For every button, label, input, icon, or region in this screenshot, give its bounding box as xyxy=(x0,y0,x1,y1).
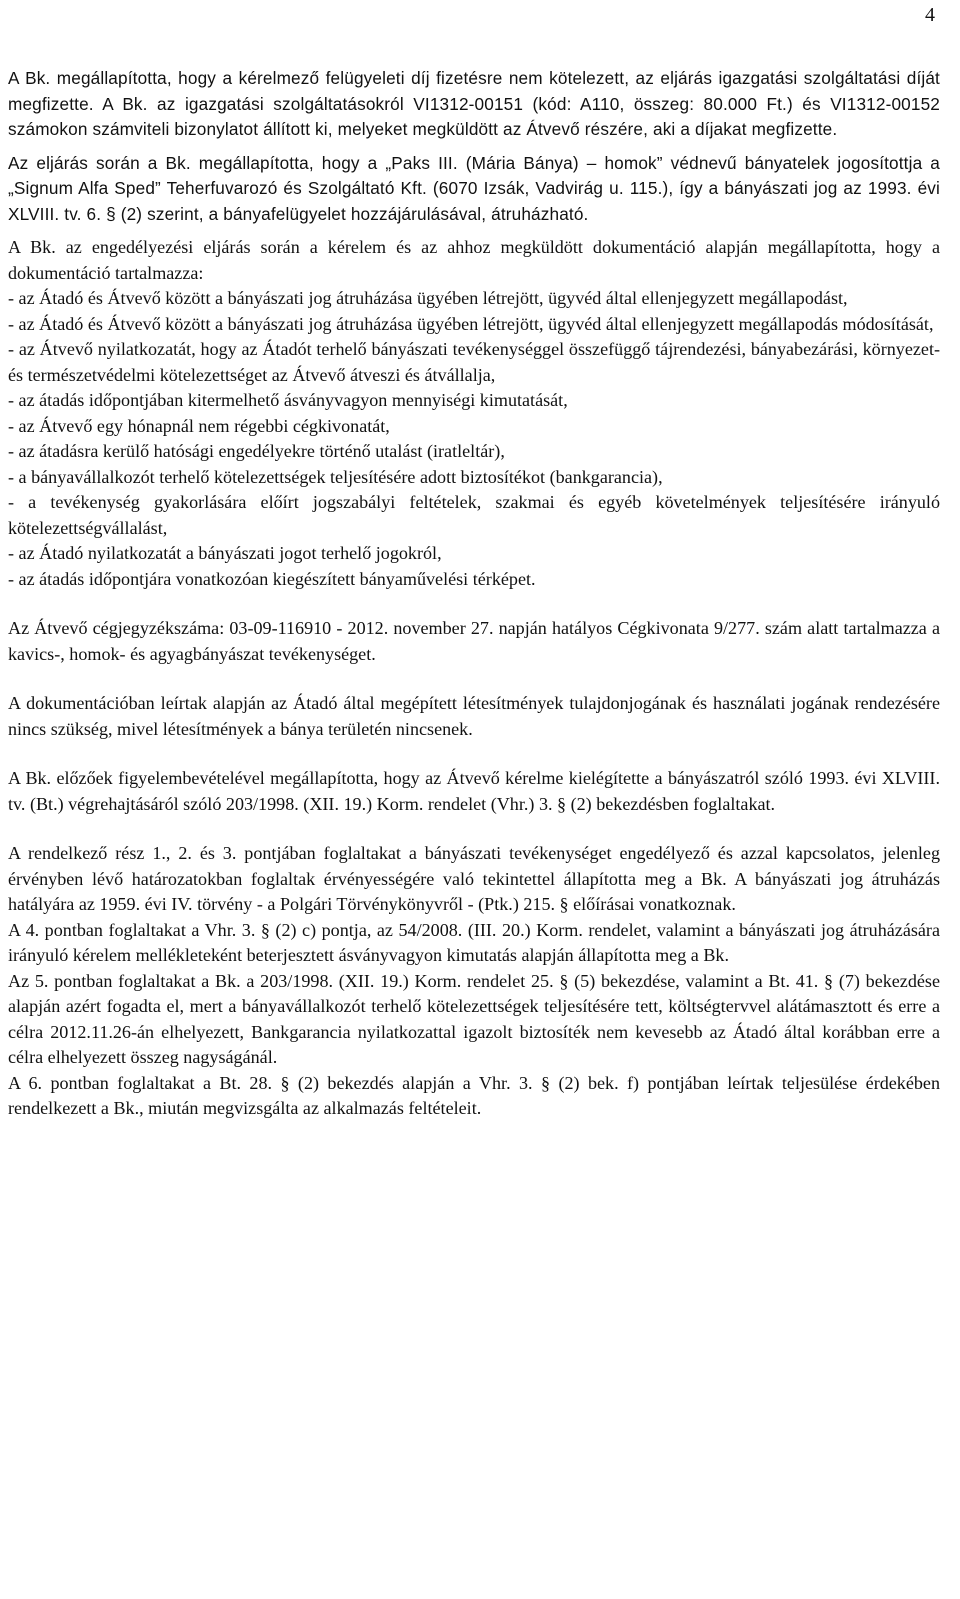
list-item: - az Átvevő egy hónapnál nem régebbi cégkivonatát, xyxy=(8,415,390,436)
documentation-intro: A Bk. az engedélyezési eljárás során a kérelem és az ahhoz megküldött dokumentáció alapján megállapította, hogy a dokumentáció tartalmazza: xyxy=(8,237,940,283)
page-number: 4 xyxy=(925,4,935,26)
paragraph-conclusion: A Bk. előzőek figyelembevételével megállapította, hogy az Átvevő kérelme kielégítette a bányászatról szóló 1993. évi XLVIII. tv. (Bt.) végrehajtásáról szóló 203/1998. (XII. 19.) Korm. rendelet (Vhr.) 3. § (2) bekezdésben foglaltakat. xyxy=(8,768,940,814)
list-item: - a tevékenység gyakorlására előírt jogszabályi feltételek, szakmai és egyéb követelmények teljesítésére irányuló kötelezettségvállalást, xyxy=(8,492,940,538)
list-item: - az Átadó és Átvevő között a bányászati jog átruházása ügyében létrejött, ügyvéd által ellenjegyzett megállapodást, xyxy=(8,288,848,308)
list-item: - az átadás időpontjára vonatkozóan kiegészített bányaművelési térképet. xyxy=(8,568,536,589)
list-item: - a bányavállalkozót terhelő kötelezettségek teljesítésére adott biztosítékot (bankgarancia), xyxy=(8,466,663,487)
legal-basis-point-4: A 4. pontban foglaltakat a Vhr. 3. § (2) c) pontja, az 54/2008. (III. 20.) Korm. rendelet, valamint a bányászati jog átruházására irányuló kérelem mellékleteként beterjesztett ásványvagyon kimutatás alapján állapította meg a Bk. xyxy=(8,919,940,965)
paragraph-facilities: A dokumentációban leírtak alapján az Átadó által megépített létesítmények tulajdonjogának és használati jogának rendezésére nincs szükség, mivel létesítmények a bánya területén nincsenek. xyxy=(8,693,940,739)
list-item: - az Átadó és Átvevő között a bányászati jog átruházása ügyében létrejött, ügyvéd által ellenjegyzett megállapodás módosítását, xyxy=(8,313,934,334)
list-item: - az átadásra kerülő hatósági engedélyekre történő utalást (iratleltár), xyxy=(8,441,505,461)
list-item: - az átadás időpontjában kitermelhető ásványvagyon mennyiségi kimutatását, xyxy=(8,390,568,410)
list-item: - az Átvevő nyilatkozatát, hogy az Átadót terhelő bányászati tevékenységgel összefüggő tájrendezési, bányabezárási, környezet- és természetvédelmi kötelezettséget az Átvevő átveszi és átvállalja, xyxy=(8,339,940,385)
paragraph-legal-basis xyxy=(8,841,940,1122)
legal-basis-points-1-3: A rendelkező rész 1., 2. és 3. pontjában foglaltakat a bányászati tevékenységet engedélyező és azzal kapcsolatos, jelenleg érvényben lévő határozatokban foglaltak érvényességére való tekintettel állapította meg a Bk. A bányászati jog átruházás hatályára az 1959. évi IV. törvény - a Polgári Törvénykönyvről - (Ptk.) 215. § előírásai vonatkoznak. xyxy=(8,843,940,914)
paragraph-documentation-list xyxy=(8,235,940,592)
paragraph-company-registry: Az Átvevő cégjegyzékszáma: 03-09-116910 - 2012. november 27. napján hatályos Cégkivonata 9/277. szám alatt tartalmazza a kavics-, homok- és agyagbányászat tevékenységet. xyxy=(8,618,940,664)
legal-basis-point-6: A 6. pontban foglaltakat a Bt. 28. § (2) bekezdés alapján a Vhr. 3. § (2) bek. f) pontjában leírtak teljesülése érdekében rendelkezett a Bk., miután megvizsgálta az alkalmazás feltételeit. xyxy=(8,1072,940,1118)
document-body xyxy=(8,66,940,1122)
list-item: - az Átadó nyilatkozatát a bányászati jogot terhelő jogokról, xyxy=(8,543,442,563)
legal-basis-point-5: Az 5. pontban foglaltakat a Bk. a 203/1998. (XII. 19.) Korm. rendelet 25. § (5) bekezdése, valamint a Bt. 41. § (7) bekezdése alapján azért fogadta el, mert a bányavállalkozót terhelő kötelezettségek teljesítésére tett, költségtervvel alátámasztott és erre a célra 2012.11.26-án elhelyezett, Bankgarancia nyilatkozattal igazolt biztosíték nem kevesebb az Átadó által korábban erre a célra elhelyezett összeg nagyságánál. xyxy=(8,970,940,1067)
paragraph-procedure-finding: Az eljárás során a Bk. megállapította, hogy a „Paks III. (Mária Bánya) – homok” védnevű bányatelek jogosítottja a „Signum Alfa Sped” Teherfuvarozó és Szolgáltató Kft. (6070 Izsák, Vadvirág u. 115.), így a bányászati jog az 1993. évi XLVIII. tv. 6. § (2) szerint, a bányafelügyelet hozzájárulásával, átruházható. xyxy=(8,152,940,224)
paragraph-fee-payment: A Bk. megállapította, hogy a kérelmező felügyeleti díj fizetésre nem kötelezett, az eljárás igazgatási szolgáltatási díját megfizette. A Bk. az igazgatási szolgáltatásokról VI1312-00151 (kód: A110, összeg: 80.000 Ft.) és VI1312-00152 számokon számviteli bizonylatot állított ki, melyeket megküldött az Átvevő részére, aki a díjakat megfizette. xyxy=(8,68,940,139)
